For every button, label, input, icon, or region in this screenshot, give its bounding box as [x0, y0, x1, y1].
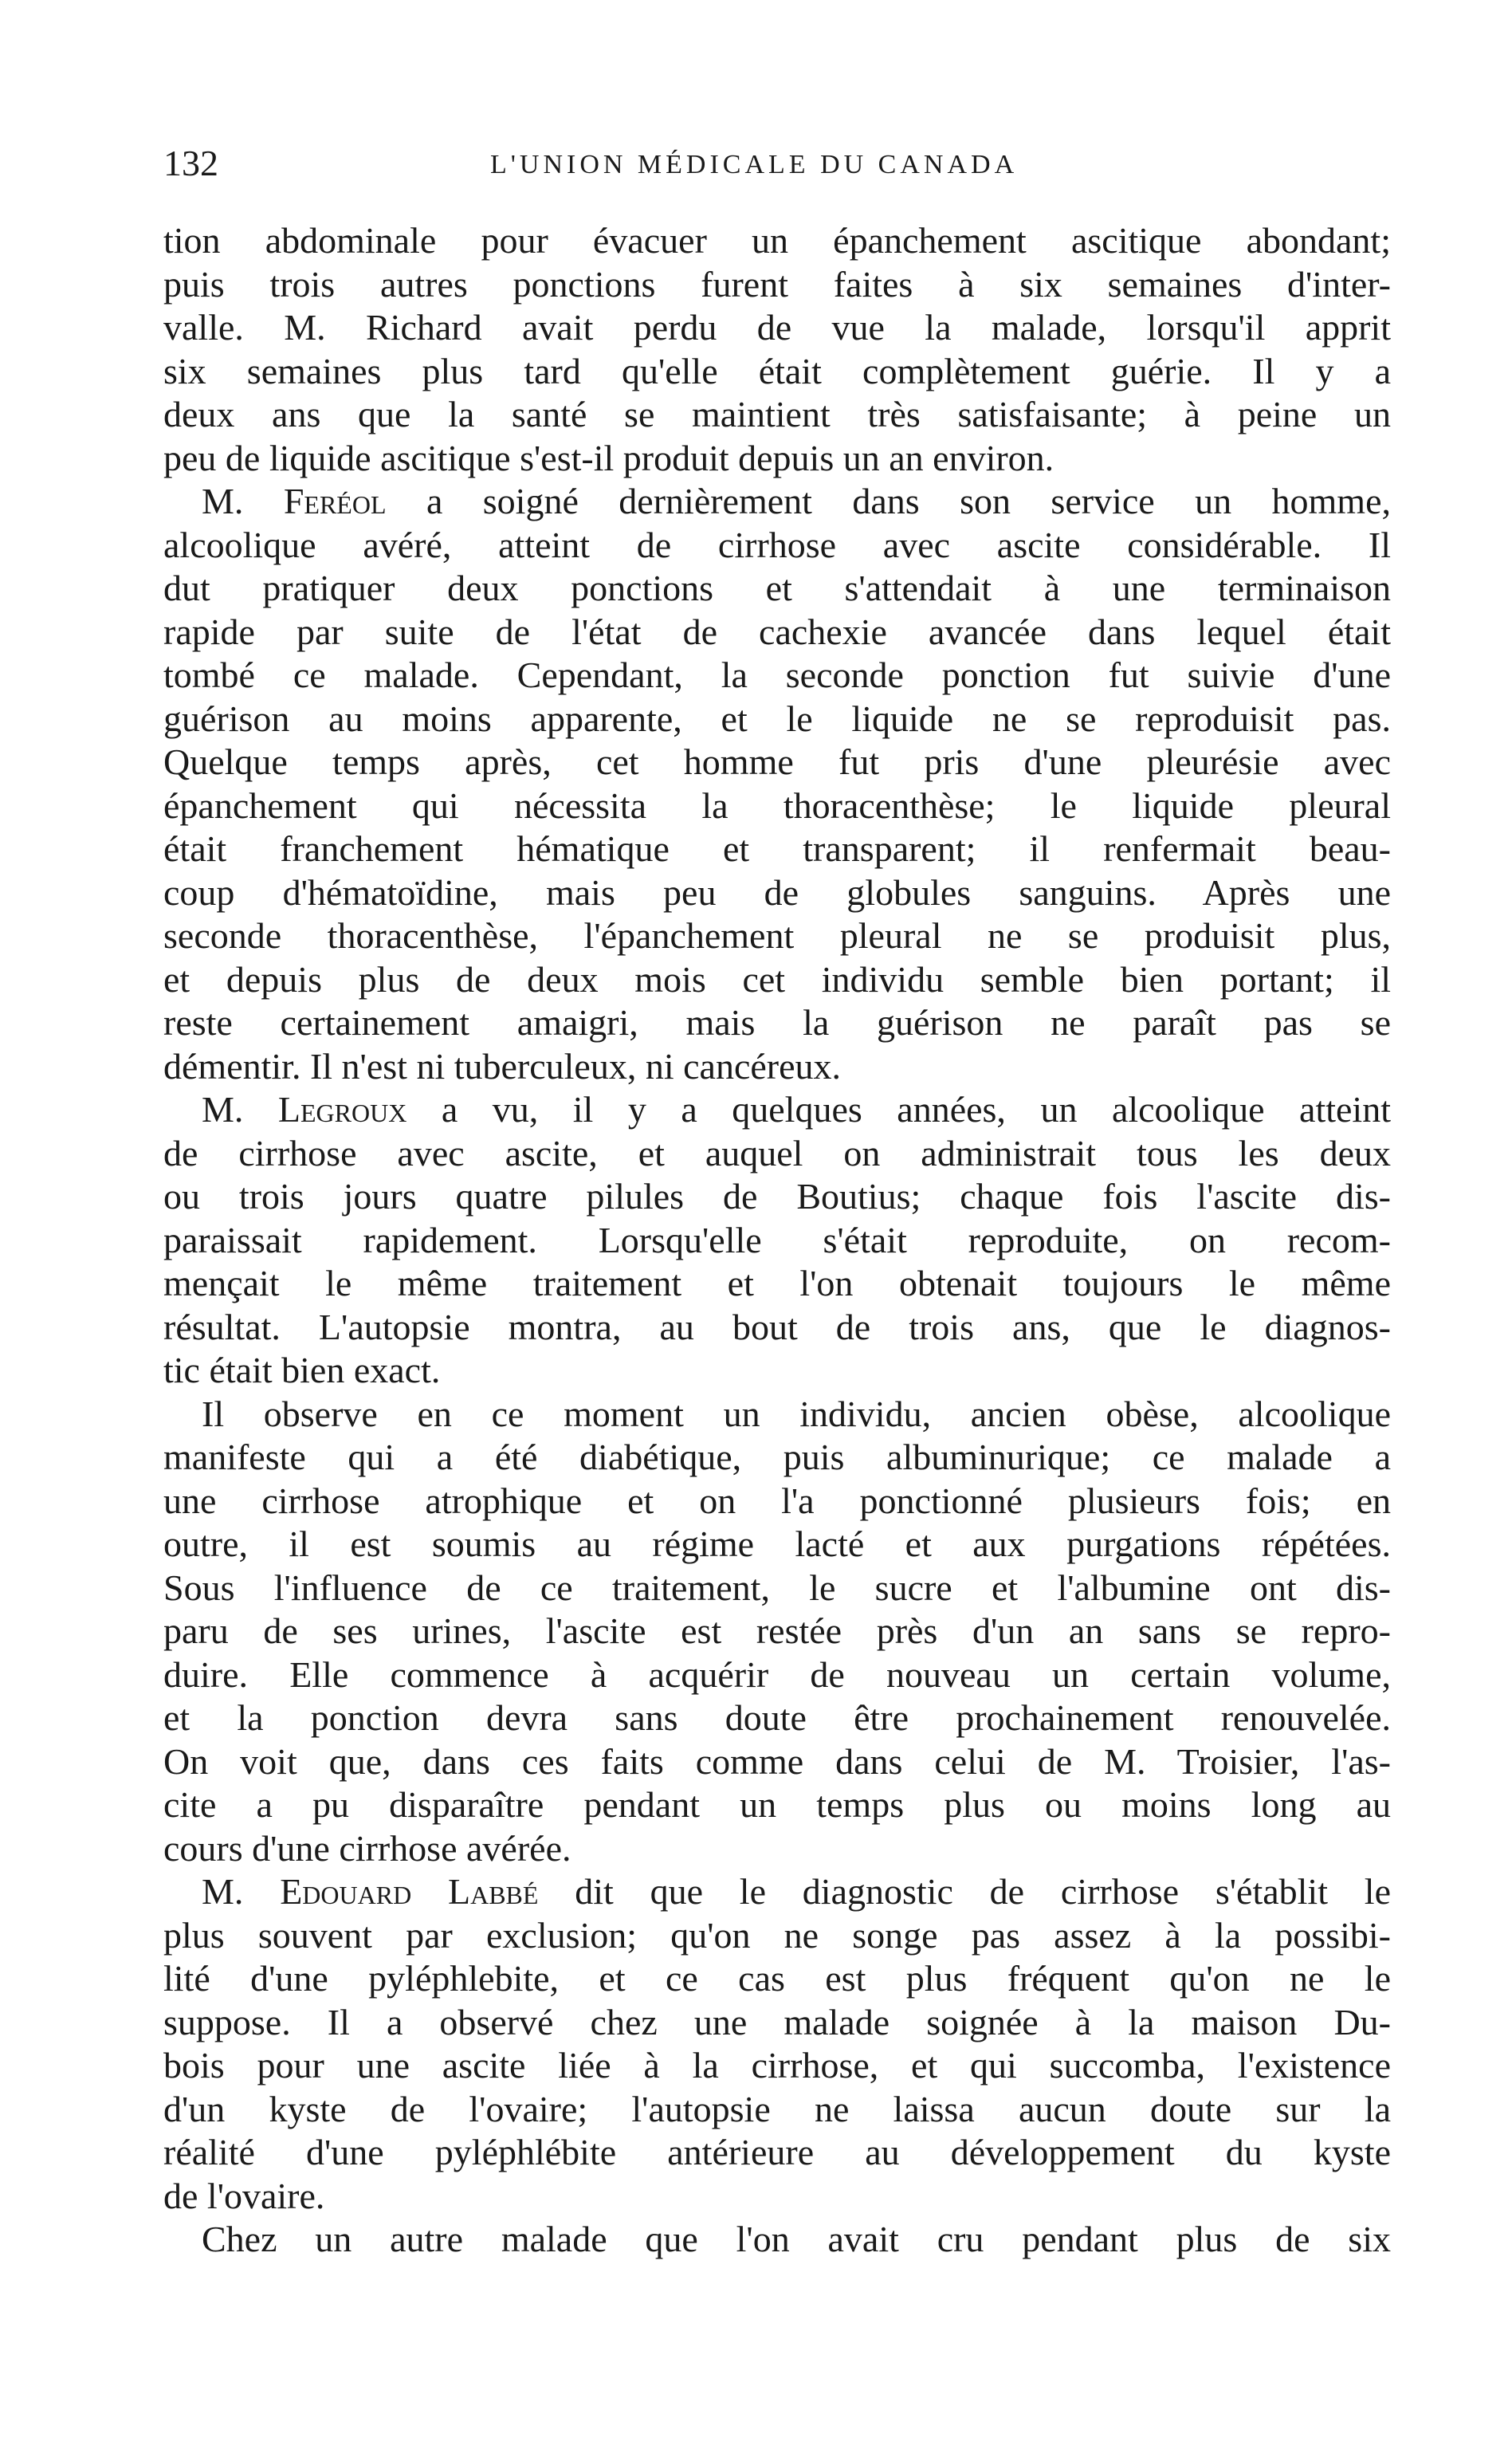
- text-line: [163, 480, 1391, 524]
- speaker-name: Feréol: [283, 481, 387, 521]
- text-line: paru de ses urines, l'ascite est restée près d'un an sans se repro-: [163, 1610, 1391, 1651]
- page-header: [163, 140, 1391, 187]
- text-line: reste certainement amaigri, mais la guérison ne paraît pas se: [163, 1002, 1391, 1043]
- text-line: deux ans que la santé se maintient très satisfaisante; à peine un: [163, 394, 1391, 434]
- text-line: outre, il est soumis au régime lacté et aux purgations répétées.: [163, 1523, 1391, 1564]
- text-line: guérison au moins apparente, et le liquide ne se reproduisit pas.: [163, 698, 1391, 739]
- text-line: peu de liquide ascitique s'est-il produit depuis un an environ.: [163, 437, 1054, 478]
- text-line: On voit que, dans ces faits comme dans celui de M. Troisier, l'as-: [163, 1740, 1391, 1782]
- page-number: 132: [163, 143, 218, 183]
- text-line: Il observe en ce moment un individu, ancien obèse, alcoolique: [202, 1393, 1391, 1434]
- text-line: épanchement qui nécessita la thoracenthèse; le liquide pleural: [163, 784, 1391, 826]
- text-line: puis trois autres ponctions furent faites à six semaines d'inter-: [163, 263, 1391, 305]
- text-line: de l'ovaire.: [163, 2175, 325, 2216]
- text-line: Quelque temps après, cet homme fut pris d'une pleurésie avec: [163, 741, 1391, 782]
- running-title: L'UNION MÉDICALE DU CANADA: [490, 150, 1019, 179]
- text-line: tic était bien exact.: [163, 1350, 441, 1390]
- text-line: mençait le même traitement et l'on obtenait toujours le même: [163, 1263, 1391, 1303]
- text-line: tion abdominale pour évacuer un épanchement ascitique abondant;: [163, 220, 1391, 261]
- text-line: valle. M. Richard avait perdu de vue la malade, lorsqu'il apprit: [163, 307, 1391, 348]
- text-line: cours d'une cirrhose avérée.: [163, 1827, 571, 1869]
- text-line: six semaines plus tard qu'elle était complètement guérie. Il y a: [163, 350, 1391, 391]
- line-text: a soigné dernièrement dans son service un homme,: [386, 481, 1391, 521]
- text-line: seconde thoracenthèse, l'épanchement pleural ne se produisit plus,: [163, 915, 1391, 956]
- body-text: [163, 219, 1391, 2262]
- text-line: Chez un autre malade que l'on avait cru pendant plus de six: [202, 2219, 1391, 2259]
- text-line: manifeste qui a été diabétique, puis albuminurique; ce malade a: [163, 1437, 1391, 1477]
- text-line: coup d'hématoïdine, mais peu de globules sanguins. Après une: [163, 871, 1391, 913]
- text-line: démentir. Il n'est ni tuberculeux, ni cancéreux.: [163, 1045, 842, 1087]
- text-line: et la ponction devra sans doute être prochainement renouvelée.: [163, 1697, 1391, 1738]
- text-line: duire. Elle commence à acquérir de nouveau un certain volume,: [163, 1653, 1391, 1695]
- text-line: plus souvent par exclusion; qu'on ne songe pas assez à la possibi-: [163, 1914, 1391, 1956]
- text-line: ou trois jours quatre pilules de Boutius; chaque fois l'ascite dis-: [163, 1176, 1391, 1217]
- text-line: [163, 1870, 1391, 1914]
- line-text: dit que le diagnostic de cirrhose s'établit le: [538, 1871, 1391, 1912]
- line-lead: M.: [202, 1871, 281, 1912]
- text-line: paraissait rapidement. Lorsqu'elle s'était reproduite, on recom-: [163, 1219, 1391, 1260]
- text-line: et depuis plus de deux mois cet individu semble bien portant; il: [163, 958, 1391, 1000]
- line-text: a vu, il y a quelques années, un alcoolique atteint: [406, 1089, 1391, 1130]
- text-line: de cirrhose avec ascite, et auquel on administrait tous les deux: [163, 1132, 1391, 1173]
- text-line: suppose. Il a observé chez une malade soignée à la maison Du-: [163, 2001, 1391, 2042]
- line-lead: M.: [202, 1089, 278, 1130]
- text-line: une cirrhose atrophique et on l'a ponctionné plusieurs fois; en: [163, 1480, 1391, 1521]
- text-line: Sous l'influence de ce traitement, le sucre et l'albumine ont dis-: [163, 1567, 1391, 1608]
- text-line: était franchement hématique et transparent; il renfermait beau-: [163, 828, 1391, 869]
- text-line: rapide par suite de l'état de cachexie avancée dans lequel était: [163, 611, 1391, 652]
- line-lead: M.: [202, 481, 284, 521]
- speaker-name: Edouard Labbé: [280, 1871, 539, 1912]
- text-line: réalité d'une pyléphlébite antérieure au développement du kyste: [163, 2132, 1391, 2172]
- text-line: lité d'une pyléphlebite, et ce cas est plus fréquent qu'on ne le: [163, 1958, 1391, 1999]
- speaker-name: Legroux: [277, 1089, 407, 1130]
- text-line: d'un kyste de l'ovaire; l'autopsie ne laissa aucun doute sur la: [163, 2088, 1391, 2129]
- text-line: cite a pu disparaître pendant un temps plus ou moins long au: [163, 1784, 1391, 1825]
- text-line: alcoolique avéré, atteint de cirrhose avec ascite considérable. Il: [163, 524, 1391, 565]
- text-line: bois pour une ascite liée à la cirrhose, et qui succomba, l'existence: [163, 2045, 1391, 2086]
- text-line: dut pratiquer deux ponctions et s'attendait à une terminaison: [163, 568, 1391, 608]
- text-line: tombé ce malade. Cependant, la seconde ponction fut suivie d'une: [163, 655, 1391, 695]
- text-line: résultat. L'autopsie montra, au bout de trois ans, que le diagnos-: [163, 1306, 1391, 1347]
- text-line: [163, 1088, 1391, 1132]
